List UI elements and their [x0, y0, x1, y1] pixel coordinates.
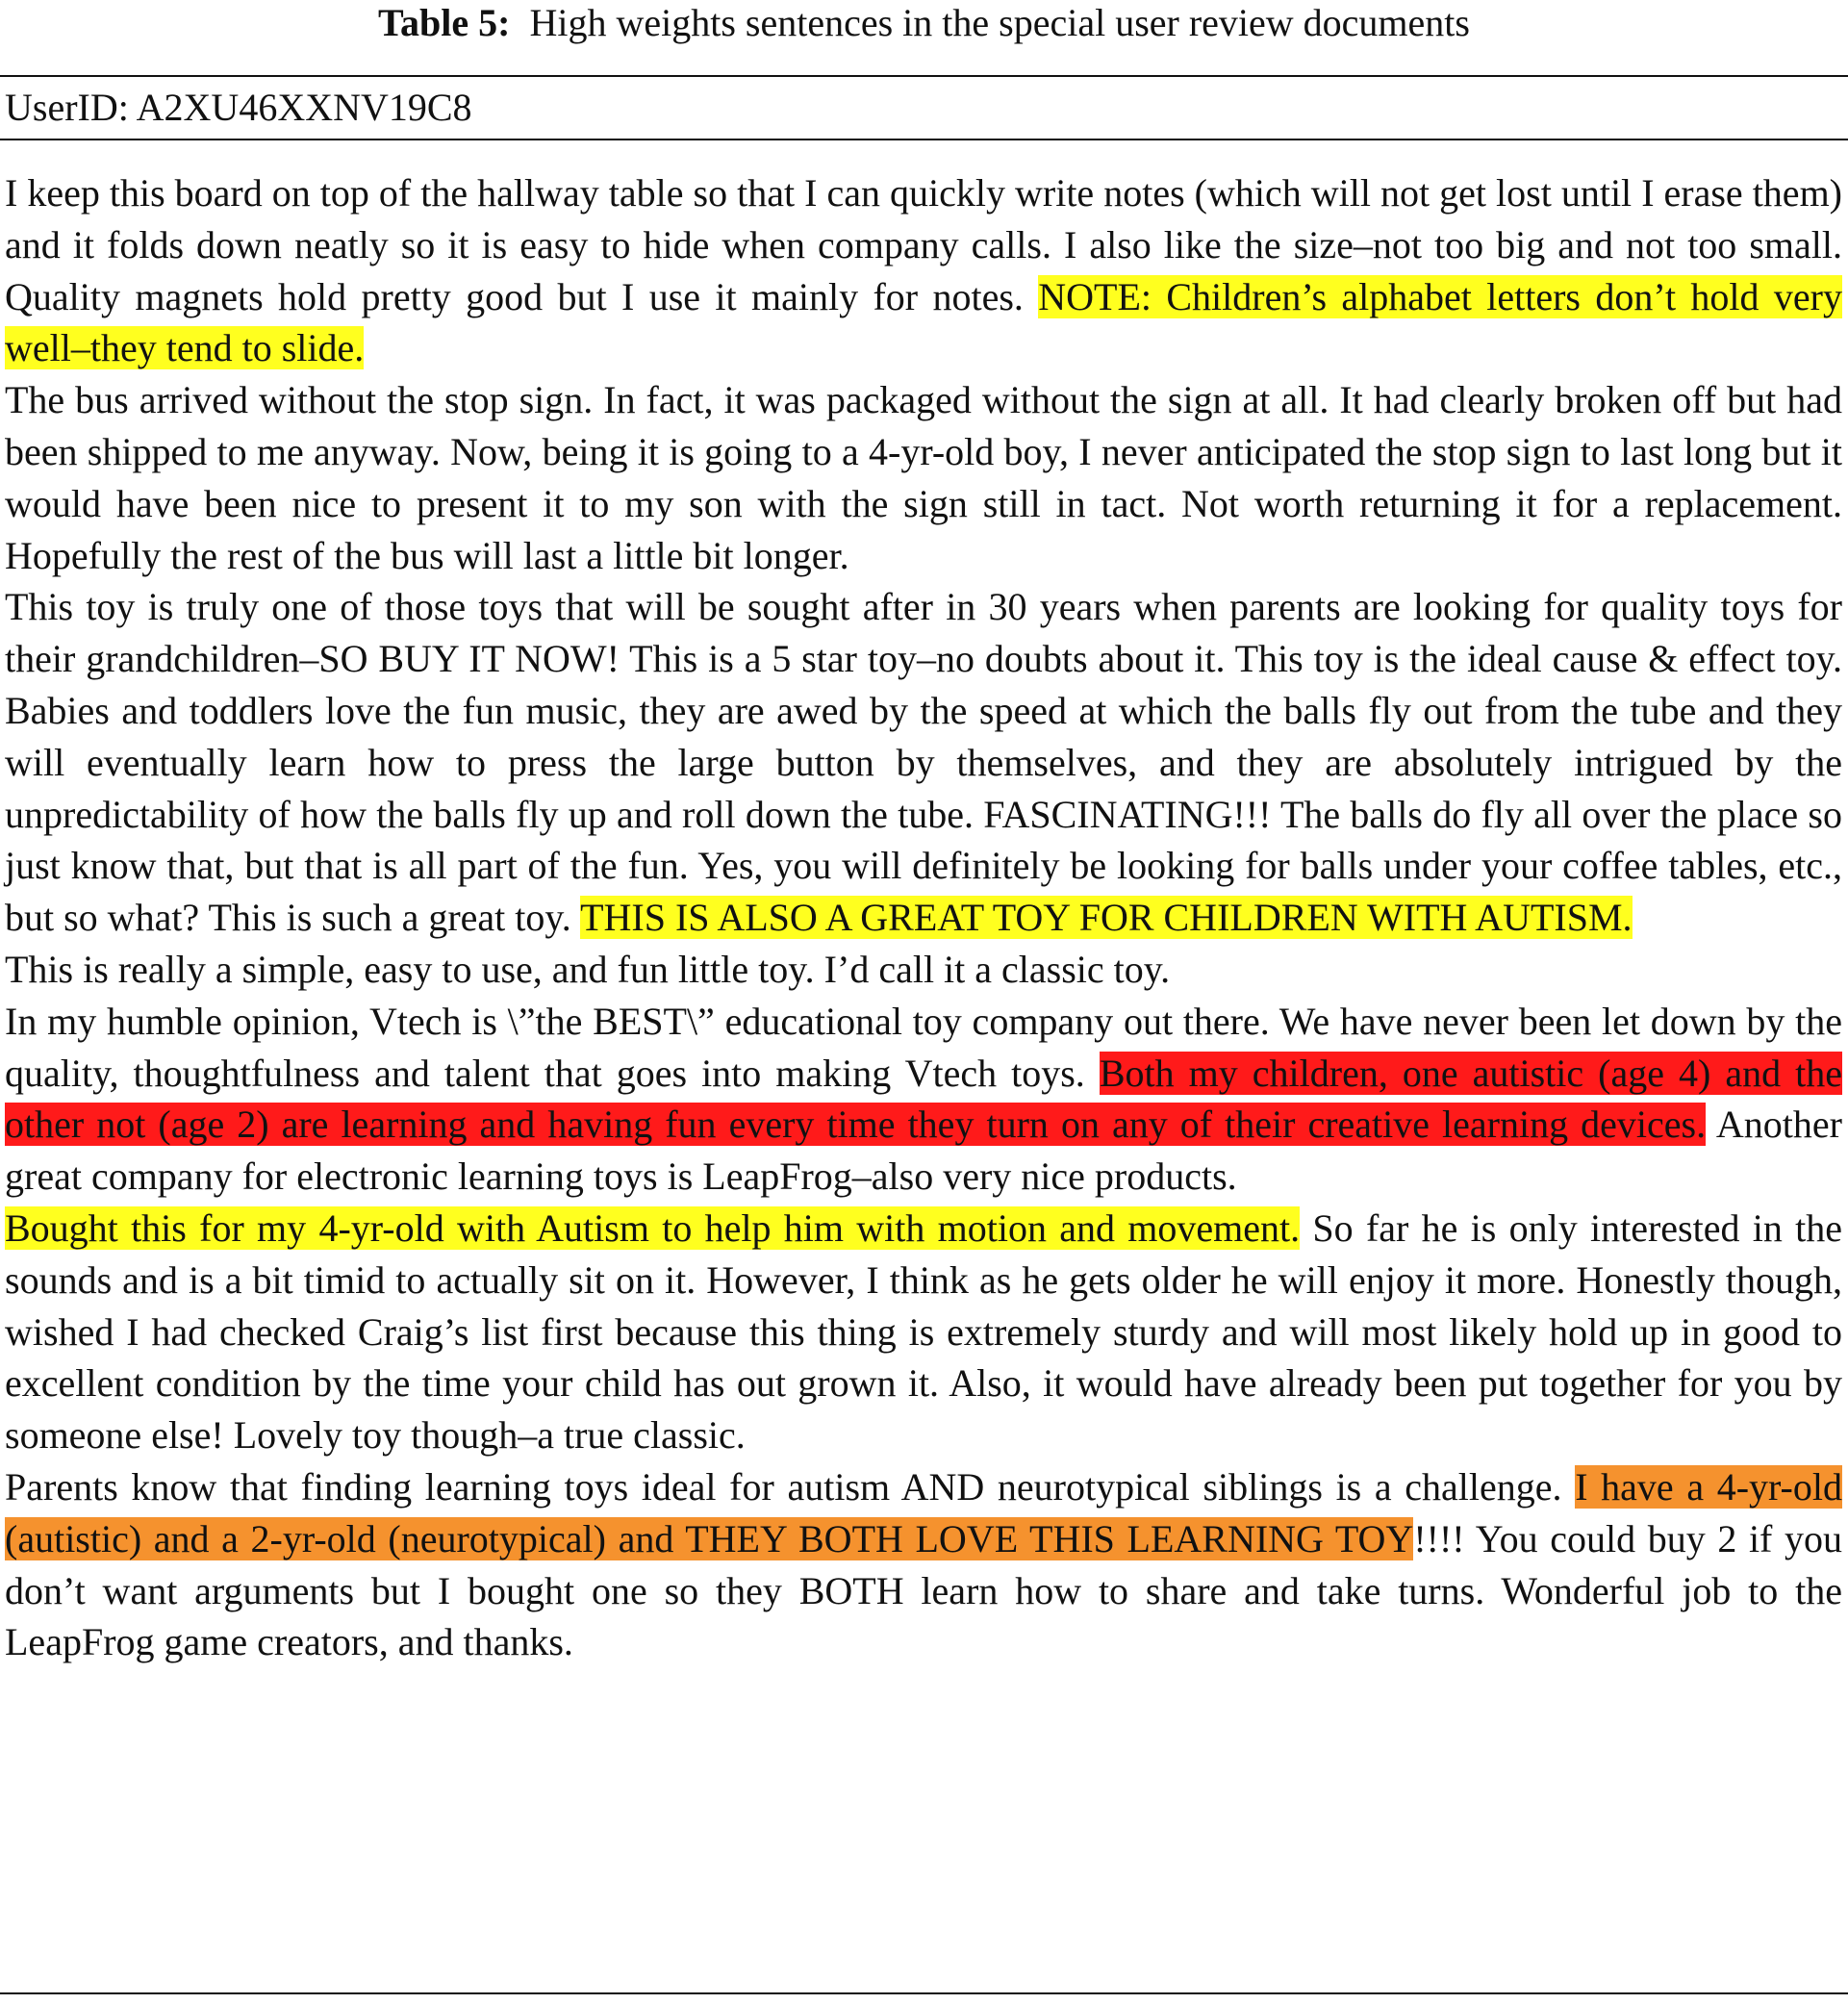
- bottom-rule: [0, 1992, 1848, 1994]
- review-text: Another great company for electronic learning toys is LeapFrog–also very nice products.: [5, 1103, 1842, 1199]
- review-1: [5, 167, 1842, 374]
- highlighted-sentence-orange: I have a 4-yr-old (autistic) and a 2-yr-old (neurotypical) and THEY BOTH LOVE THIS LEARNING TOY: [5, 1464, 1842, 1560]
- highlighted-sentence-yellow: NOTE: Children’s alphabet letters don’t hold very well–they tend to slide.: [5, 274, 1842, 370]
- caption-label: Table 5:: [378, 1, 511, 44]
- review-2: [5, 374, 1842, 581]
- highlighted-sentence-yellow: THIS IS ALSO A GREAT TOY FOR CHILDREN WITH AUTISM.: [580, 896, 1633, 940]
- review-4: [5, 944, 1842, 996]
- top-rule: [0, 75, 1848, 77]
- review-text: This toy is truly one of those toys that will be sought after in 30 years when parents are looking for quality toys for their grandchildren–SO BUY IT NOW! This is a 5 star toy–no doubts about it. This toy is the ideal cause & effect toy. Babies and toddlers love the fun music, they are awed by the speed at which the balls fly out from the tube and they will eventually learn how to press the large button by themselves, and they are absolutely intrigued by the unpredictability of how the balls fly up and roll down the tube. FASCINATING!!! The balls do fly all over the place so just know that, but that is all part of the fun. Yes, you will definitely be looking for balls under your coffee tables, etc., but so what? This is such a great toy.: [5, 585, 1842, 940]
- caption-text: High weights sentences in the special user review documents: [529, 1, 1470, 44]
- review-body: [5, 167, 1842, 1668]
- review-text: Parents know that finding learning toys ideal for autism AND neurotypical siblings is a challenge.: [5, 1464, 1576, 1509]
- header-rule: [0, 139, 1848, 140]
- highlighted-sentence-yellow: Bought this for my 4-yr-old with Autism to help him with motion and movement.: [5, 1205, 1301, 1250]
- review-text: !!!! You could buy 2 if you don’t want arguments but I bought one so they BOTH learn how to share and take turns. Wonderful job to the LeapFrog game creators, and thanks.: [5, 1516, 1842, 1664]
- review-5: [5, 996, 1842, 1203]
- review-text: I keep this board on top of the hallway table so that I can quickly write notes (which will not get lost until I erase them) and it folds down neatly so it is easy to hide when company calls. I also like the size–not too big and not too small. Quality magnets hold pretty good but I use it mainly for notes.: [5, 171, 1842, 318]
- user-id-row: [5, 83, 472, 133]
- review-text: So far he is only interested in the sounds and is a bit timid to actually sit on it. However, I think as he gets older he will enjoy it more. Honestly though, wished I had checked Craig’s list first because this thing is extremely sturdy and will most likely hold up in good to excellent condition by the time your child has out grown it. Also, it would have already been put together for you by someone else! Lovely toy though–a true classic.: [5, 1205, 1843, 1458]
- user-id-value: A2XU46XXNV19C8: [136, 86, 472, 129]
- review-text: In my humble opinion, Vtech is \”the BEST\” educational toy company out there. We have never been let down by the quality, thoughtfulness and talent that goes into making Vtech toys.: [5, 999, 1842, 1095]
- review-6: [5, 1203, 1842, 1461]
- review-7: [5, 1461, 1842, 1668]
- review-text: This is really a simple, easy to use, and fun little toy. I’d call it a classic toy.: [5, 947, 1171, 991]
- review-3: [5, 581, 1842, 944]
- table-caption: [0, 0, 1848, 46]
- review-text: The bus arrived without the stop sign. In fact, it was packaged without the sign at all. It had clearly broken off but had been shipped to me anyway. Now, being it is going to a 4-yr-old boy, I never anticipated the stop sign to last long but it would have been nice to present it to my son with the sign still in tact. Not worth returning it for a replacement. Hopefully the rest of the bus will last a little bit longer.: [5, 378, 1842, 577]
- highlighted-sentence-red: Both my children, one autistic (age 4) and the other not (age 2) are learning and having fun every time they turn on any of their creative learning devices.: [5, 1051, 1842, 1147]
- user-id-label: UserID:: [5, 86, 129, 129]
